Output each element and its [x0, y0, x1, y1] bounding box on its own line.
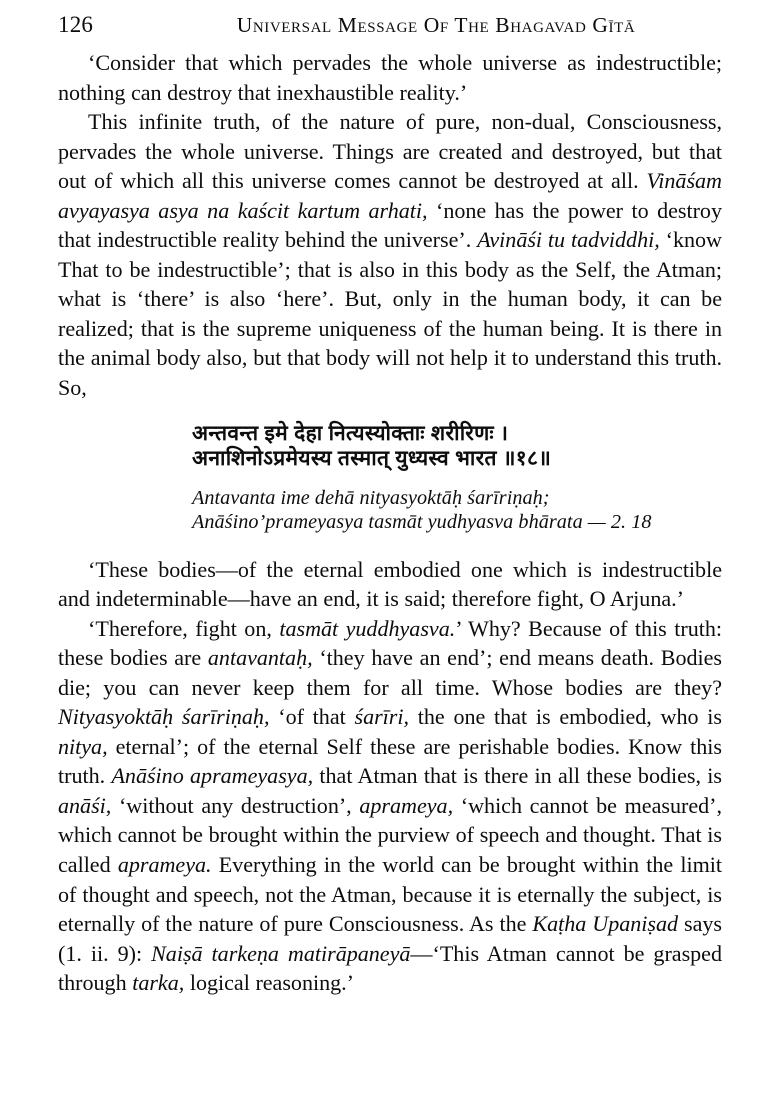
paragraph-verse-translation	[58, 551, 722, 614]
sanskrit-phrase-tasmat-yuddhyasva: tasmāt yuddhyasva.	[279, 615, 456, 641]
paragraph-text: eternal’; of the eternal Self these are perishable bodies. Know this truth.	[58, 733, 722, 789]
sanskrit-phrase-aprameya: aprameya,	[359, 792, 454, 818]
paragraph-text: ‘Therefore, fight on,	[88, 615, 280, 641]
sanskrit-phrase-naisa-tarkena: Naiṣā tarkeṇa matirāpaneyā	[151, 940, 411, 966]
sanskrit-phrase-antavantah: antavantaḥ,	[207, 645, 313, 671]
sanskrit-phrase-sariri: śarīri,	[354, 704, 410, 730]
sanskrit-phrase-vinasam: Vināśam avyayasya asya na kaścit kartum arhati,	[58, 168, 722, 223]
paragraph-text: —‘This Atman cannot be grasped through	[58, 940, 722, 996]
transliteration-block	[58, 472, 722, 551]
paragraph-text: that Atman that is there in all these bodies, is	[313, 763, 722, 789]
sanskrit-phrase-tarka: tarka,	[132, 970, 185, 996]
paragraph-text: ‘without any destruction’,	[111, 792, 360, 818]
text-block	[58, 48, 722, 998]
transliteration-line-1: Antavanta ime dehā nityasyoktāḥ śarīriṇaḥ;	[192, 486, 550, 509]
scripture-name-katha-upanisad: Kaṭha Upaniṣad	[532, 911, 679, 937]
paragraph-text: Everything in the world can be brought within the limit of thought and speech, not the Atman, because it is eternally the subject, is eternally of the nature of pure Consciousness. As the	[58, 852, 722, 937]
sanskrit-phrase-anasino-aprameyasya: Anāśino aprameyasya,	[111, 763, 314, 789]
running-head	[58, 12, 722, 42]
paragraph-text: ’ Why? Because of this truth: these bodies are	[58, 615, 722, 671]
sanskrit-phrase-avinasi: Avināśi tu tadviddhi,	[477, 227, 660, 253]
verse-block	[58, 403, 722, 551]
paragraph-text: ‘of that	[269, 704, 355, 730]
paragraph-text: ‘none has the power to destroy that indestructible reality behind the universe’.	[58, 197, 722, 253]
paragraph-quote-opening	[58, 48, 722, 107]
sanskrit-phrase-aprameya-2: aprameya.	[117, 852, 212, 878]
running-title: Universal Message Of The Bhagavad Gītā	[236, 13, 636, 37]
transliteration-line-2: Anāśino’prameyasya tasmāt yudhyasva bhārata — 2. 18	[192, 511, 652, 534]
sanskrit-phrase-nityasyoktah: Nityasyoktāḥ śarīriṇaḥ,	[58, 704, 270, 730]
paragraph-text: logical reasoning.’	[184, 970, 354, 996]
paragraph-text: ‘they have an end’; end means death. Bodies die; you can never keep them for all time. Whose bodies are they?	[58, 645, 722, 700]
paragraph-text: the one that is embodied, who is	[409, 704, 722, 730]
paragraph-text: ‘These bodies—of the eternal embodied one which is indestructible and indeterminable—have an end, it is said; therefore fight, O Arjuna.’	[58, 556, 722, 612]
sanskrit-phrase-nitya: nitya,	[58, 733, 108, 759]
paragraph-commentary	[58, 614, 722, 998]
paragraph-text: ‘Consider that which pervades the whole universe as indestructible; nothing can destroy that inexhaustible reality.’	[58, 50, 722, 105]
page-number: 126	[58, 12, 94, 37]
sanskrit-phrase-anasi: anāśi,	[58, 792, 112, 818]
paragraph-infinite-truth	[58, 107, 722, 402]
devanagari-line-1: अन्तवन्त इमे देहा नित्यस्योक्ताः शरीरिणः ।	[192, 421, 509, 445]
devanagari-line-2: अनाशिनोऽप्रमेयस्य तस्मात् युध्यस्व भारत ॥१८॥	[192, 447, 552, 471]
paragraph-text: This infinite truth, of the nature of pure, non-dual, Consciousness, pervades the whole universe. Things are created and destroyed, but that out of which all this universe comes cannot be destroyed at all.	[58, 109, 722, 194]
paragraph-text: ‘know That to be indestructible’; that is also in this body as the Self, the Atman; what is ‘there’ is also ‘here’. But, only in the human body, it can be realized; that is the supreme uniqueness of the human being. It is there in the animal body also, but that body will not help it to understand this truth. So,	[58, 227, 722, 401]
paragraph-text: ‘which cannot be measured’, which cannot be brought within the purview of speech and thought. That is called	[58, 792, 722, 878]
paragraph-text: says (1. ii. 9):	[58, 911, 722, 966]
